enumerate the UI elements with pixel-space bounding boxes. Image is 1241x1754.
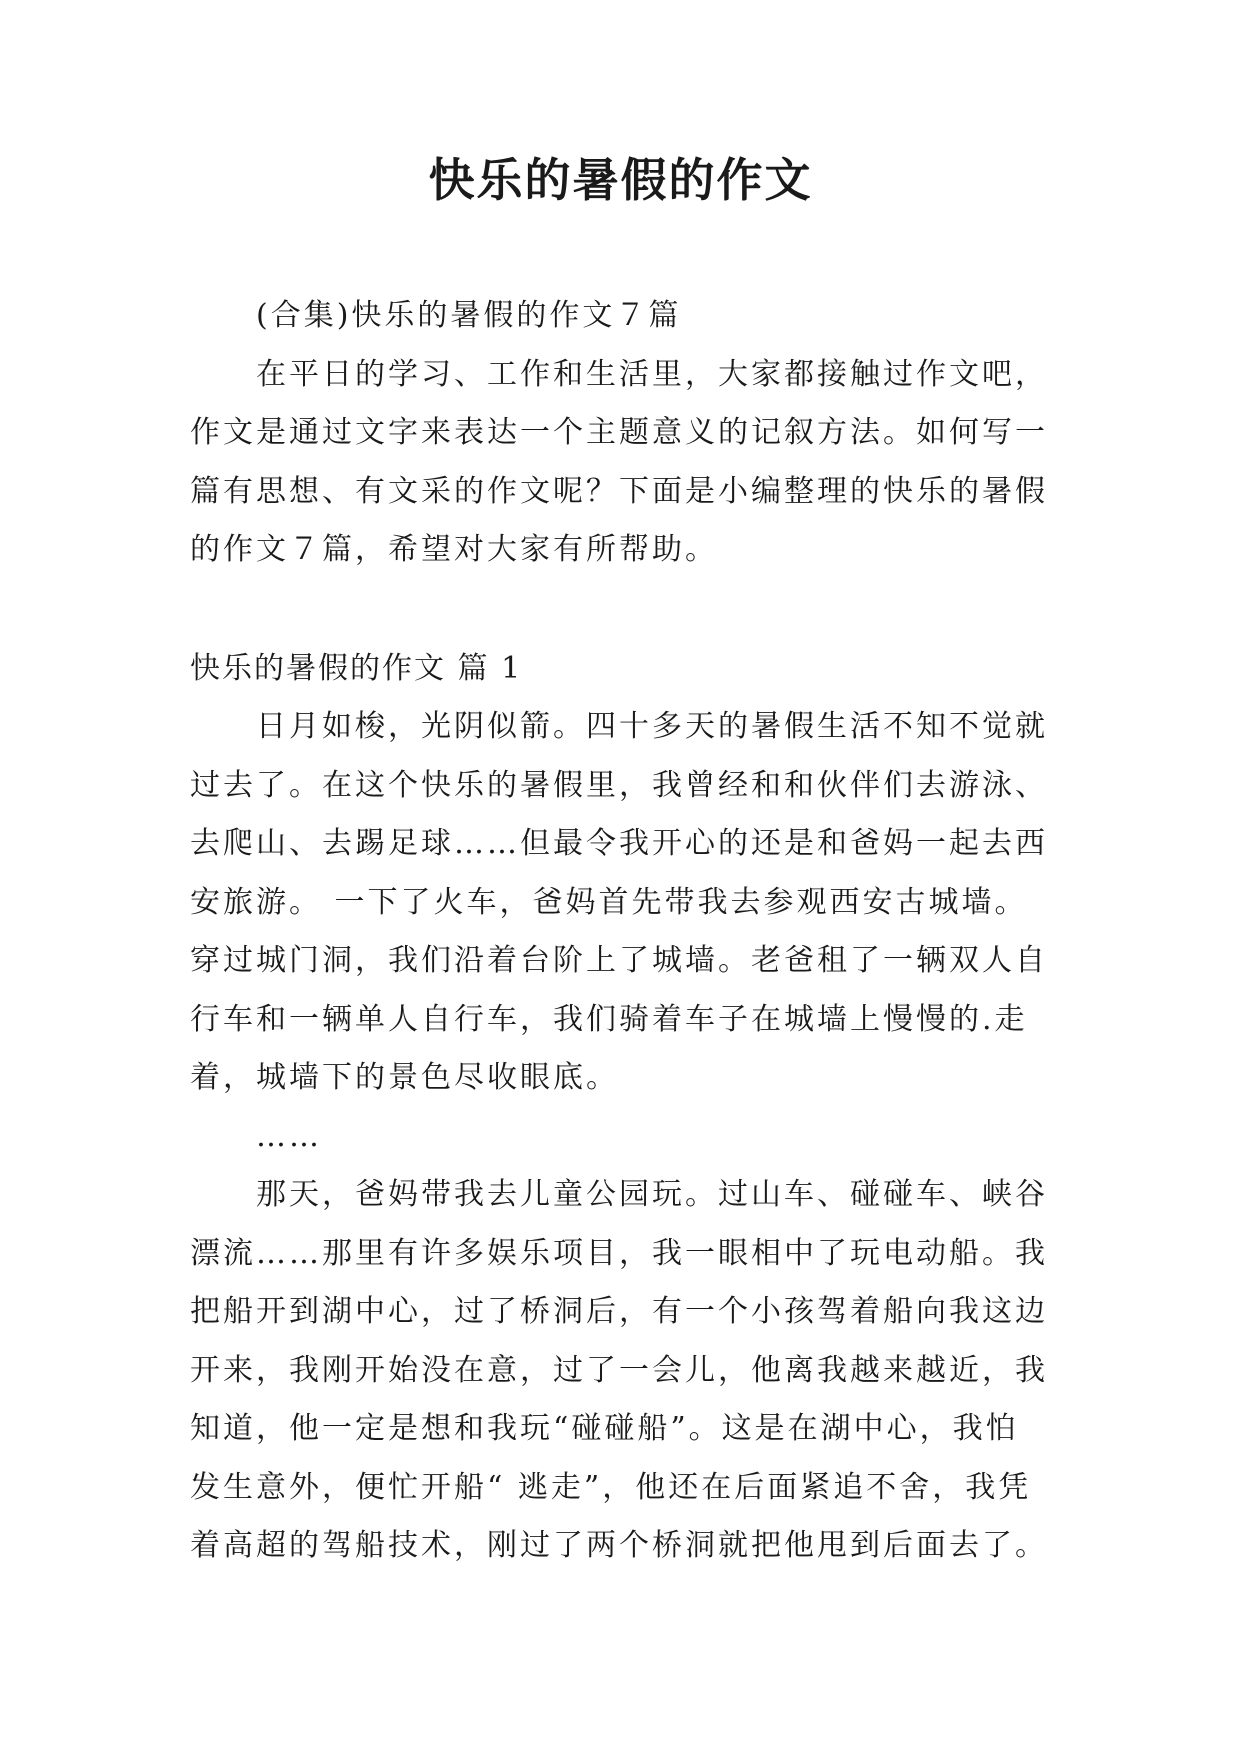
intro-paragraph [190, 346, 1070, 580]
paragraph-line: 那天，爸妈带我去儿童公园玩。过山车、碰碰车、峡谷 [256, 1177, 1048, 1212]
intro-line: 篇有思想、有文采的作文呢？下面是小编整理的快乐的暑假 [190, 473, 1048, 509]
paragraph-line: 知道，他一定是想和我玩“碰碰船”。这是在湖中心，我怕 [190, 1411, 1019, 1446]
section-heading: 快乐的暑假的作文 篇 1 [190, 650, 523, 686]
paragraph-line: 过去了。在这个快乐的暑假里，我曾经和和伙伴们去游泳、 [190, 767, 1048, 803]
paragraph-line: 开来，我刚开始没在意，过了一会儿，他离我越来越近，我 [190, 1352, 1048, 1388]
paragraph-line: 行车和一辆单人自行车，我们骑着车子在城墙上慢慢的.走 [190, 1001, 1028, 1037]
paragraph-line: 漂流……那里有许多娱乐项目，我一眼相中了玩电动船。我 [190, 1235, 1048, 1271]
paragraph-line: 把船开到湖中心，过了桥洞后，有一个小孩驾着船向我这边 [190, 1294, 1048, 1329]
document-body [190, 287, 1070, 1576]
paragraph-1 [190, 698, 1070, 1108]
paragraph-line: 日月如梭，光阴似箭。四十多天的暑假生活不知不觉就 [256, 709, 1048, 744]
intro-line: 在平日的学习、工作和生活里，大家都接触过作文吧， [256, 356, 1048, 392]
ellipsis-line: …… [256, 1118, 322, 1154]
paragraph-line: 着高超的驾船技术，刚过了两个桥洞就把他甩到后面去了。 [190, 1528, 1048, 1563]
intro-line: 作文是通过文字来表达一个主题意义的记叙方法。如何写一 [190, 415, 1048, 450]
document-subtitle: (合集)快乐的暑假的作文７篇 [256, 298, 682, 333]
document-title: 快乐的暑假的作文 [428, 153, 813, 207]
paragraph-line: 发生意外，便忙开船“ 逃走”，他还在后面紧追不舍，我凭 [190, 1469, 1032, 1505]
paragraph-line: 着，城墙下的景色尽收眼底。 [190, 1060, 619, 1095]
intro-line: 的作文７篇，希望对大家有所帮助。 [190, 532, 718, 567]
paragraph-line: 去爬山、去踢足球……但最令我开心的还是和爸妈一起去西 [190, 826, 1048, 861]
paragraph-line: 安旅游。 一下了火车，爸妈首先带我去参观西安古城墙。 [190, 884, 1028, 920]
paragraph-spacer [190, 580, 1070, 640]
paragraph-line: 穿过城门洞，我们沿着台阶上了城墙。老爸租了一辆双人自 [190, 943, 1048, 978]
paragraph-2 [190, 1166, 1070, 1576]
